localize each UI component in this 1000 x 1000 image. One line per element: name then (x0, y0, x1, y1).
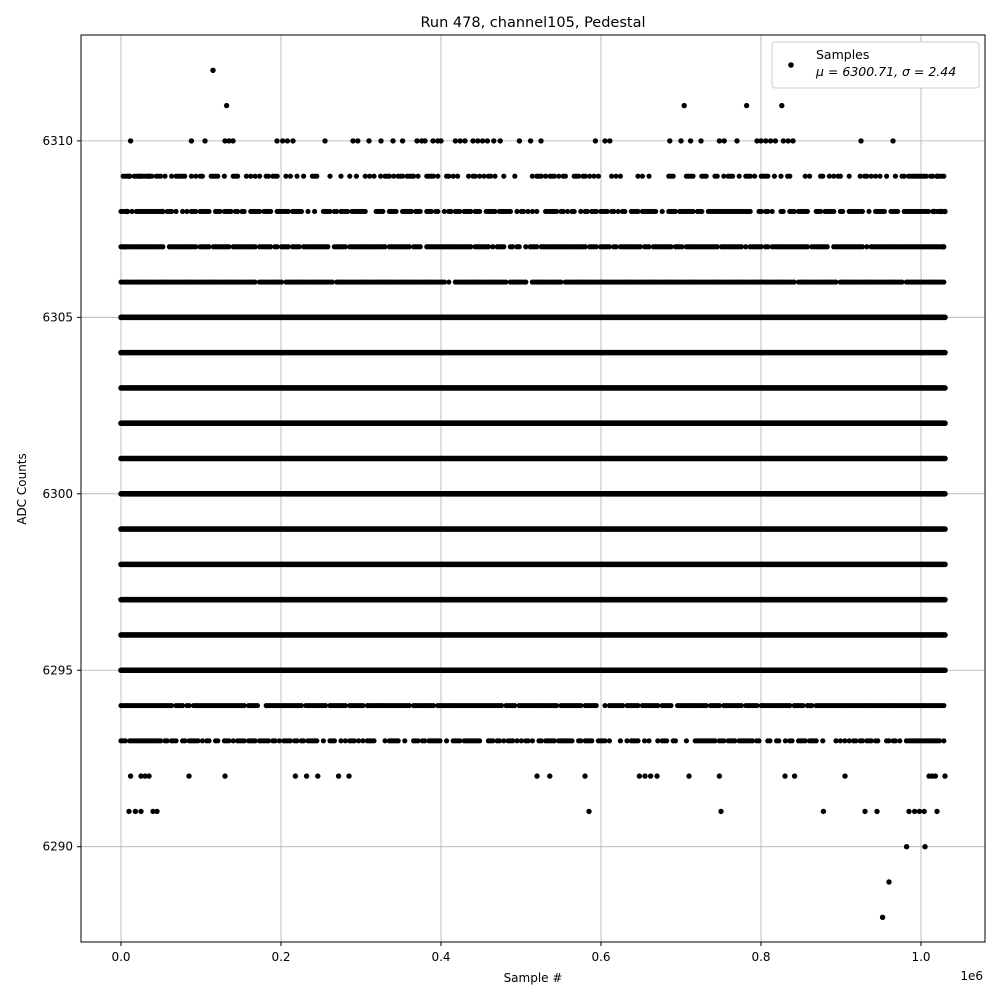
sample-point (718, 809, 723, 814)
sample-point (200, 174, 205, 179)
legend-entry-label: Samples (816, 47, 870, 62)
sample-point (744, 103, 749, 108)
sample-point (268, 209, 273, 214)
sample-point (589, 738, 594, 743)
sample-point (371, 174, 376, 179)
sample-point (446, 279, 451, 284)
sample-point (668, 703, 673, 708)
sample-point (396, 738, 401, 743)
y-tick-label: 6290 (42, 839, 73, 854)
sample-point (160, 244, 165, 249)
sample-point (933, 773, 938, 778)
sample-point (737, 174, 742, 179)
sample-point (637, 773, 642, 778)
sample-point (415, 174, 420, 179)
sample-point (688, 138, 693, 143)
sample-point (765, 174, 770, 179)
sample-point (715, 174, 720, 179)
sample-point (941, 738, 946, 743)
sample-point (941, 174, 946, 179)
sample-point (934, 174, 939, 179)
y-tick-label: 6295 (42, 663, 73, 678)
sample-point (772, 174, 777, 179)
sample-point (787, 174, 792, 179)
sample-point (470, 138, 475, 143)
sample-point (288, 174, 293, 179)
sample-point (458, 138, 463, 143)
sample-point (782, 773, 787, 778)
sample-point (206, 738, 211, 743)
sample-level-band (118, 244, 946, 249)
sample-point (654, 773, 659, 778)
sample-point (336, 773, 341, 778)
sample-point (435, 209, 440, 214)
y-tick-label: 6300 (42, 486, 73, 501)
sample-point (508, 209, 513, 214)
sample-point (418, 244, 423, 249)
sample-point (831, 209, 836, 214)
sample-point (768, 138, 773, 143)
sample-point (206, 209, 211, 214)
sample-point (860, 209, 865, 214)
sample-point (477, 738, 482, 743)
sample-point (931, 209, 936, 214)
sample-point (154, 809, 159, 814)
sample-point (444, 738, 449, 743)
sample-point (534, 209, 539, 214)
sample-point (825, 244, 830, 249)
sample-point (607, 738, 612, 743)
sample-point (215, 174, 220, 179)
sample-point (438, 138, 443, 143)
sample-point (941, 279, 946, 284)
sample-point (210, 68, 215, 73)
sample-point (321, 738, 326, 743)
sample-point (838, 174, 843, 179)
sample-point (485, 138, 490, 143)
sample-point (315, 773, 320, 778)
sample-point (778, 174, 783, 179)
sample-point (673, 738, 678, 743)
x-axis-offset-text: 1e6 (960, 969, 983, 983)
sample-point (538, 138, 543, 143)
sample-point (748, 209, 753, 214)
x-tick-label: 0.0 (111, 950, 131, 964)
sample-point (517, 138, 522, 143)
sample-point (215, 738, 220, 743)
sample-point (400, 138, 405, 143)
sample-point (704, 174, 709, 179)
sample-level-band (118, 279, 946, 284)
x-tick-label: 1.0 (911, 950, 931, 964)
sample-point (722, 138, 727, 143)
sample-point (437, 738, 442, 743)
sample-point (128, 773, 133, 778)
sample-point (648, 773, 653, 778)
sample-point (875, 738, 880, 743)
sample-point (770, 209, 775, 214)
sample-point (884, 174, 889, 179)
sample-point (922, 844, 927, 849)
sample-point (173, 738, 178, 743)
sample-point (350, 138, 355, 143)
sample-level-band (118, 209, 946, 214)
sample-point (293, 773, 298, 778)
sample-point (880, 915, 885, 920)
sample-point (858, 138, 863, 143)
sample-point (717, 138, 722, 143)
sample-point (280, 138, 285, 143)
sample-point (934, 809, 939, 814)
sample-point (492, 174, 497, 179)
sample-point (646, 174, 651, 179)
sample-point (530, 738, 535, 743)
sample-point (758, 138, 763, 143)
x-tick-label: 0.6 (591, 950, 611, 964)
sample-point (684, 738, 689, 743)
sample-point (941, 244, 946, 249)
sample-point (146, 174, 151, 179)
sample-point (563, 174, 568, 179)
sample-point (182, 174, 187, 179)
sample-point (160, 209, 165, 214)
sample-point (186, 773, 191, 778)
sample-point (820, 174, 825, 179)
sample-point (235, 174, 240, 179)
sample-point (942, 773, 947, 778)
sample-point (594, 703, 599, 708)
sample-point (366, 138, 371, 143)
sample-point (290, 138, 295, 143)
sample-point (430, 138, 435, 143)
sample-point (230, 138, 235, 143)
sample-point (138, 174, 143, 179)
sample-point (842, 773, 847, 778)
x-tick-label: 0.8 (751, 950, 771, 964)
sample-point (242, 209, 247, 214)
sample-point (422, 138, 427, 143)
sample-point (690, 174, 695, 179)
sample-point (126, 174, 131, 179)
sample-point (942, 209, 947, 214)
sample-point (523, 279, 528, 284)
sample-point (547, 773, 552, 778)
sample-point (491, 138, 496, 143)
sample-point (840, 209, 845, 214)
sample-point (717, 773, 722, 778)
sample-point (294, 174, 299, 179)
sample-point (890, 138, 895, 143)
sample-point (128, 138, 133, 143)
sample-point (528, 138, 533, 143)
sample-point (332, 738, 337, 743)
sample-point (678, 138, 683, 143)
legend-marker (788, 62, 794, 68)
sample-point (327, 174, 332, 179)
sample-point (304, 773, 309, 778)
sample-point (593, 138, 598, 143)
sample-point (640, 174, 645, 179)
sample-point (895, 209, 900, 214)
sample-point (501, 244, 506, 249)
sample-point (582, 773, 587, 778)
sample-point (512, 174, 517, 179)
sample-point (805, 209, 810, 214)
sample-point (667, 138, 672, 143)
sample-point (314, 738, 319, 743)
sample-point (355, 138, 360, 143)
sample-point (906, 809, 911, 814)
sample-point (173, 209, 178, 214)
sample-point (347, 174, 352, 179)
sample-point (779, 103, 784, 108)
sample-point (781, 138, 786, 143)
sample-point (618, 174, 623, 179)
sample-point (534, 773, 539, 778)
sample-point (222, 174, 227, 179)
sample-point (189, 138, 194, 143)
sample-level-band (118, 738, 946, 743)
sample-point (790, 138, 795, 143)
sample-point (607, 138, 612, 143)
sample-point (222, 773, 227, 778)
sample-point (305, 209, 310, 214)
sample-point (686, 773, 691, 778)
sample-point (162, 174, 167, 179)
legend (772, 42, 979, 88)
sample-point (767, 738, 772, 743)
sample-point (653, 209, 658, 214)
sample-point (125, 209, 130, 214)
sample-point (414, 138, 419, 143)
sample-point (622, 209, 627, 214)
sample-point (477, 209, 482, 214)
sample-point (275, 174, 280, 179)
sample-point (314, 174, 319, 179)
sample-point (912, 809, 917, 814)
sample-point (501, 174, 506, 179)
sample-point (126, 809, 131, 814)
x-axis-label: Sample # (503, 971, 563, 985)
x-tick-label: 0.4 (431, 950, 451, 964)
sample-point (299, 209, 304, 214)
sample-point (133, 809, 138, 814)
sample-point (586, 809, 591, 814)
sample-point (874, 809, 879, 814)
sample-point (301, 174, 306, 179)
sample-point (893, 174, 898, 179)
sample-point (862, 809, 867, 814)
sample-point (781, 209, 786, 214)
sample-point (453, 138, 458, 143)
sample-point (455, 174, 460, 179)
y-tick-label: 6305 (42, 310, 73, 325)
sample-point (371, 738, 376, 743)
sample-point (618, 738, 623, 743)
sample-point (922, 809, 927, 814)
sample-point (814, 738, 819, 743)
sample-point (847, 174, 852, 179)
sample-point (338, 174, 343, 179)
sample-point (138, 809, 143, 814)
sample-point (224, 103, 229, 108)
sample-point (255, 703, 260, 708)
sample-point (257, 174, 262, 179)
sample-point (730, 174, 735, 179)
sample-point (807, 174, 812, 179)
sample-point (380, 209, 385, 214)
sample-point (660, 209, 665, 214)
sample-point (122, 244, 127, 249)
sample-point (435, 174, 440, 179)
sample-point (734, 138, 739, 143)
sample-point (378, 138, 383, 143)
plot-area-background (81, 35, 985, 942)
sample-point (596, 174, 601, 179)
sample-point (462, 138, 467, 143)
legend-stats-label: μ = 6300.71, σ = 2.44 (816, 64, 957, 79)
sample-level-band (118, 703, 946, 708)
sample-point (789, 738, 794, 743)
sample-point (941, 703, 946, 708)
sample-point (363, 209, 368, 214)
sample-point (402, 738, 407, 743)
chart-title: Run 478, channel105, Pedestal (420, 15, 646, 31)
sample-point (699, 209, 704, 214)
sample-point (602, 138, 607, 143)
sample-point (866, 209, 871, 214)
sample-point (393, 209, 398, 214)
sample-point (325, 244, 330, 249)
sample-point (642, 773, 647, 778)
sample-point (274, 138, 279, 143)
sample-point (517, 244, 522, 249)
sample-point (480, 138, 485, 143)
sample-point (312, 209, 317, 214)
sample-point (897, 738, 902, 743)
y-axis-label: ADC Counts (15, 453, 29, 525)
sample-point (698, 138, 703, 143)
sample-point (792, 773, 797, 778)
sample-point (671, 174, 676, 179)
sample-point (886, 879, 891, 884)
sample-point (820, 738, 825, 743)
sample-point (763, 138, 768, 143)
sample-point (354, 174, 359, 179)
sample-point (664, 738, 669, 743)
sample-point (917, 809, 922, 814)
sample-point (646, 738, 651, 743)
sample-point (346, 773, 351, 778)
sample-point (773, 138, 778, 143)
sample-point (498, 138, 503, 143)
sample-point (569, 738, 574, 743)
sample-point (752, 174, 757, 179)
sample-point (285, 138, 290, 143)
x-tick-label: 0.2 (271, 950, 291, 964)
sample-point (390, 138, 395, 143)
sample-point (475, 138, 480, 143)
sample-point (635, 738, 640, 743)
sample-point (572, 209, 577, 214)
y-tick-label: 6310 (42, 133, 73, 148)
sample-point (821, 809, 826, 814)
sample-point (756, 738, 761, 743)
sample-point (904, 844, 909, 849)
sample-point (882, 209, 887, 214)
sample-point (682, 103, 687, 108)
sample-point (202, 138, 207, 143)
sample-point (322, 138, 327, 143)
sample-point (877, 174, 882, 179)
sample-point (786, 138, 791, 143)
sample-point (146, 773, 151, 778)
sample-point (776, 738, 781, 743)
sample-point (418, 209, 423, 214)
